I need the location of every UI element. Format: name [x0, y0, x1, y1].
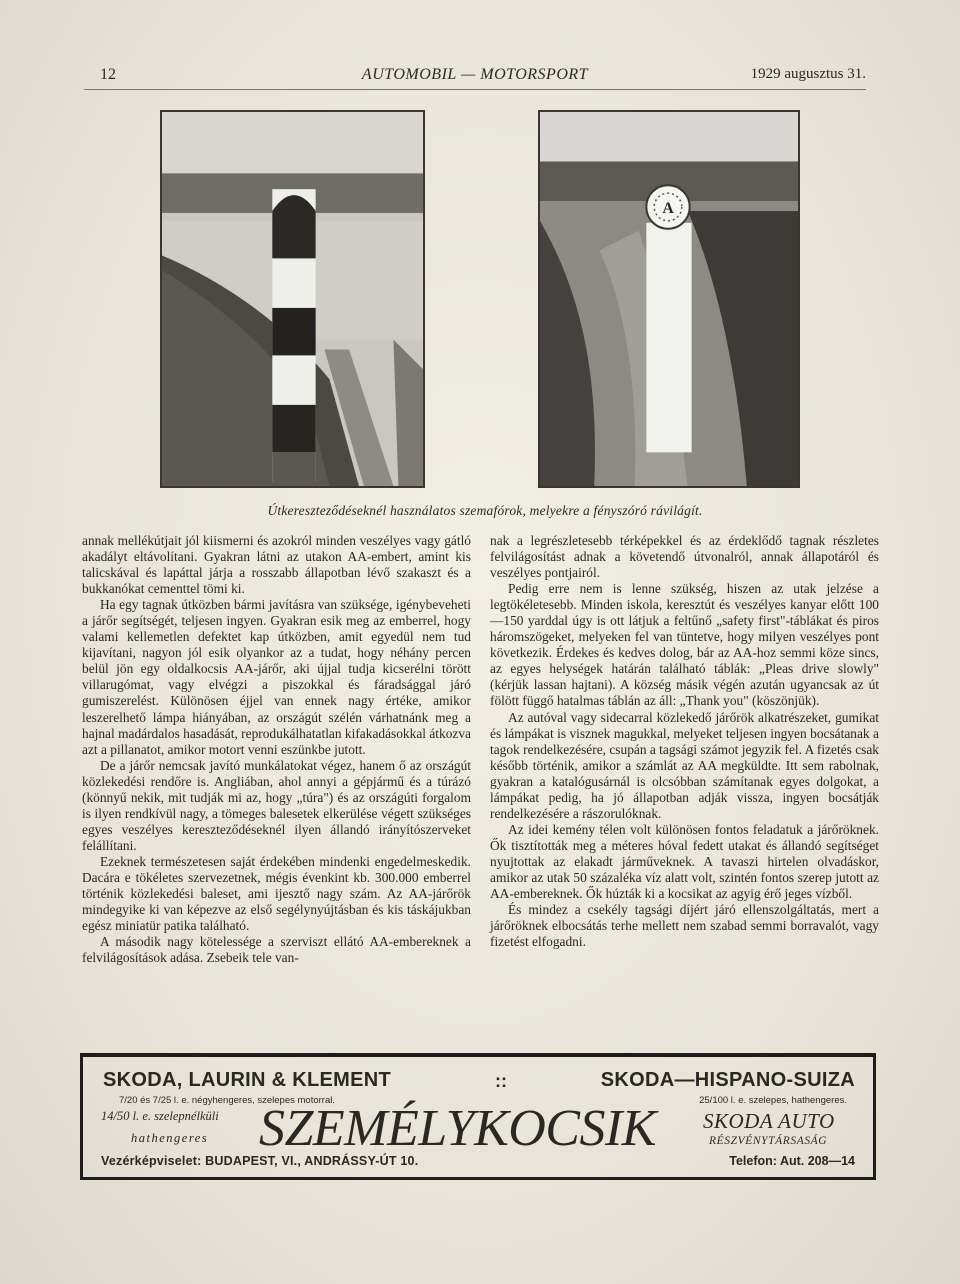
photo-caption: Útkereszteződéseknél használatos szemafórok, melyekre a fényszóró rávilágít. — [267, 503, 703, 518]
paragraph: Ha egy tagnak útközben bármi javításra van szüksége, igénybeveheti a járőr segítségét, teljesen ingyen. Gyakran esik meg az emberrel, hogy valami kellemetlen defektet kap útközben, amit egyedül nem tud kijavítani, nagyon jól esik olyankor az a tudat, hogy néhány percen belül jön egy oldalkocsis AA-járőr, aki újjal tudja kicserélni törött villarugómat, vagy elvégzi a piszokkal és fáradsággal járó gumiszerelést. Különösen éjjel van ennek nagy értéke, amikor leszerelhető lámpa hiányában, az országút szélén várhatnánk meg a hajnal madárdalos hasadását, reprodukálhatatlan kifakadásokkal átkozva azt a pillanatot, amikor motort venni eszünkbe jutott. — [82, 597, 471, 757]
photo-striped-post — [160, 110, 425, 488]
ad-address: Vezérképviselet: BUDAPEST, VI., ANDRÁSSY-ÚT 10. — [101, 1154, 419, 1168]
paragraph: Az idei kemény télen volt különösen fontos feladatuk a járőröknek. Ők tisztították meg a méteres hóval fedett utakat és állandó segítséget nyujtottak az elakadt járműveknek. A tavaszi hirtelen olvadáskor, amikor az utak 50 százaléka víz alatt volt, szintén fontos szerep jutott az AA-embereknek. Ők húzták ki a kocsikat az agyig érő jeges vízből. — [490, 821, 879, 902]
ad-brand-left: SKODA, LAURIN & KLEMENT — [103, 1069, 392, 1091]
ad-separator: :: — [495, 1071, 507, 1091]
ad-headline: SZEMÉLYKOCSIK — [259, 1100, 656, 1157]
paragraph: És mindez a csekély tagsági díjért járó ellenszolgáltatás, mert a járőröknek elbocsátás terhe mellett nem szabad semmi borravalót, vagy fizetést elfogadni. — [490, 902, 879, 950]
svg-text:A: A — [662, 199, 674, 217]
paragraph: A második nagy kötelessége a szerviszt ellátó AA-embereknek a felvilágosítások adása. Zsebeik tele van- — [82, 934, 471, 966]
ad-model-right: 25/100 l. e. szelepes, hathengeres. — [699, 1095, 847, 1106]
article-column-left — [82, 533, 471, 966]
article-column-right — [490, 533, 879, 950]
skoda-advertisement — [80, 1053, 876, 1180]
paragraph: De a járőr nemcsak javító munkálatokat végez, hanem ő az országút közlekedési rendőre is. Angliában, ahol annyi a gépjármű és a túrázó (könnyű nekik, mit tudják mi az, hogy „túra") és az országúti forgalom is ilyen rendkívül nagy, a tömeges balesetek elkerülése végett szükséges egyes veszélyes kereszteződéseknél ilyen állandó irányítószerveket felállítani. — [82, 757, 471, 853]
issue-date: 1929 augusztus 31. — [750, 66, 866, 82]
paragraph: Ezeknek természetesen saját érdekében mindenki engedelmeskedik. Dacára e tökéletes szervezetnek, mégis évenkint kb. 300.000 emberrel történik közlekedési baleset, ami ijesztő nagy szám. Az AA-járőrök mindegyike ki van képezve az első segélynyújtásban és kis táskájukban egész miniatür patika található. — [82, 853, 471, 934]
ad-company-type: RÉSZVÉNYTÁRSASÁG — [709, 1135, 828, 1147]
paragraph: annak mellékútjait jól kiismerni és azokról minden veszélyes vagy gátló akadályt eltávolítani. Gyakran látni az utakon AA-embert, amint kis talicskával és lapáttal járja a rosszabb állapotban lévő szakaszt és a bukkanókat cementtel tömi ki. — [82, 533, 471, 597]
ad-model-note-1: 14/50 l. e. szelepnélküli — [101, 1109, 219, 1123]
photo-aa-post — [538, 110, 800, 488]
publication-title: AUTOMOBIL — MOTORSPORT — [361, 66, 589, 83]
page-number: 12 — [100, 66, 116, 83]
ad-phone: Telefon: Aut. 208—14 — [729, 1154, 855, 1168]
ad-company-name: SKODA AUTO — [703, 1109, 835, 1133]
ad-model-note-2: hathengeres — [131, 1131, 209, 1145]
paragraph: nak a legrészletesebb térképekkel és az érdeklődő tagnak részletes felvilágosítást adnak a követendő útvonalról, annak állapotáról és veszélyes pontjairól. — [490, 533, 879, 581]
ad-model-left: 7/20 és 7/25 l. e. négyhengeres, szelepes motorral. — [119, 1095, 335, 1106]
page-header — [84, 62, 866, 90]
paragraph: Az autóval vagy sidecarral közlekedő járőrök alkatrészeket, gumikat és lámpákat is visznek magukkal, melyeket teljesen ingyen bocsátanak a tagok rendelkezésére, csupán a tagsági számot jegyzik fel. A fizetés csak később történik, amikor a számlát az AA megküldte. Itt sem rabolnak, gyakran a katalógusárnál is olcsóbban számítanak egyes dolgokat, a lámpákat pedig, ha jó állapotban adják vissza, ingyen bocsátják rendelkezésére a rászorulóknak. — [490, 709, 879, 821]
ad-brand-right: SKODA—HISPANO-SUIZA — [600, 1069, 855, 1091]
paragraph: Pedig erre nem is lenne szükség, hiszen az utak jelzése a legtökéletesebb. Minden iskola, keresztút és veszélyes kanyar előtt 100—150 yarddal úgy is ott látjuk a feltűnő „safety first"-táblákat és piros háromszögeket, melyeken fel van tüntetve, hogy milyen veszélyes pont következik. Érdekes és kedves dolog, bár az AA-hoz semmi köze sincs, az egyes helységek határán található táblák: „Pleas drive slowly" (kérjük lassan hajtani). A község másik végén azután ugyancsak az út fölött függő hatalmas táblán az áll: „Thank you" (köszönjük). — [490, 581, 879, 709]
